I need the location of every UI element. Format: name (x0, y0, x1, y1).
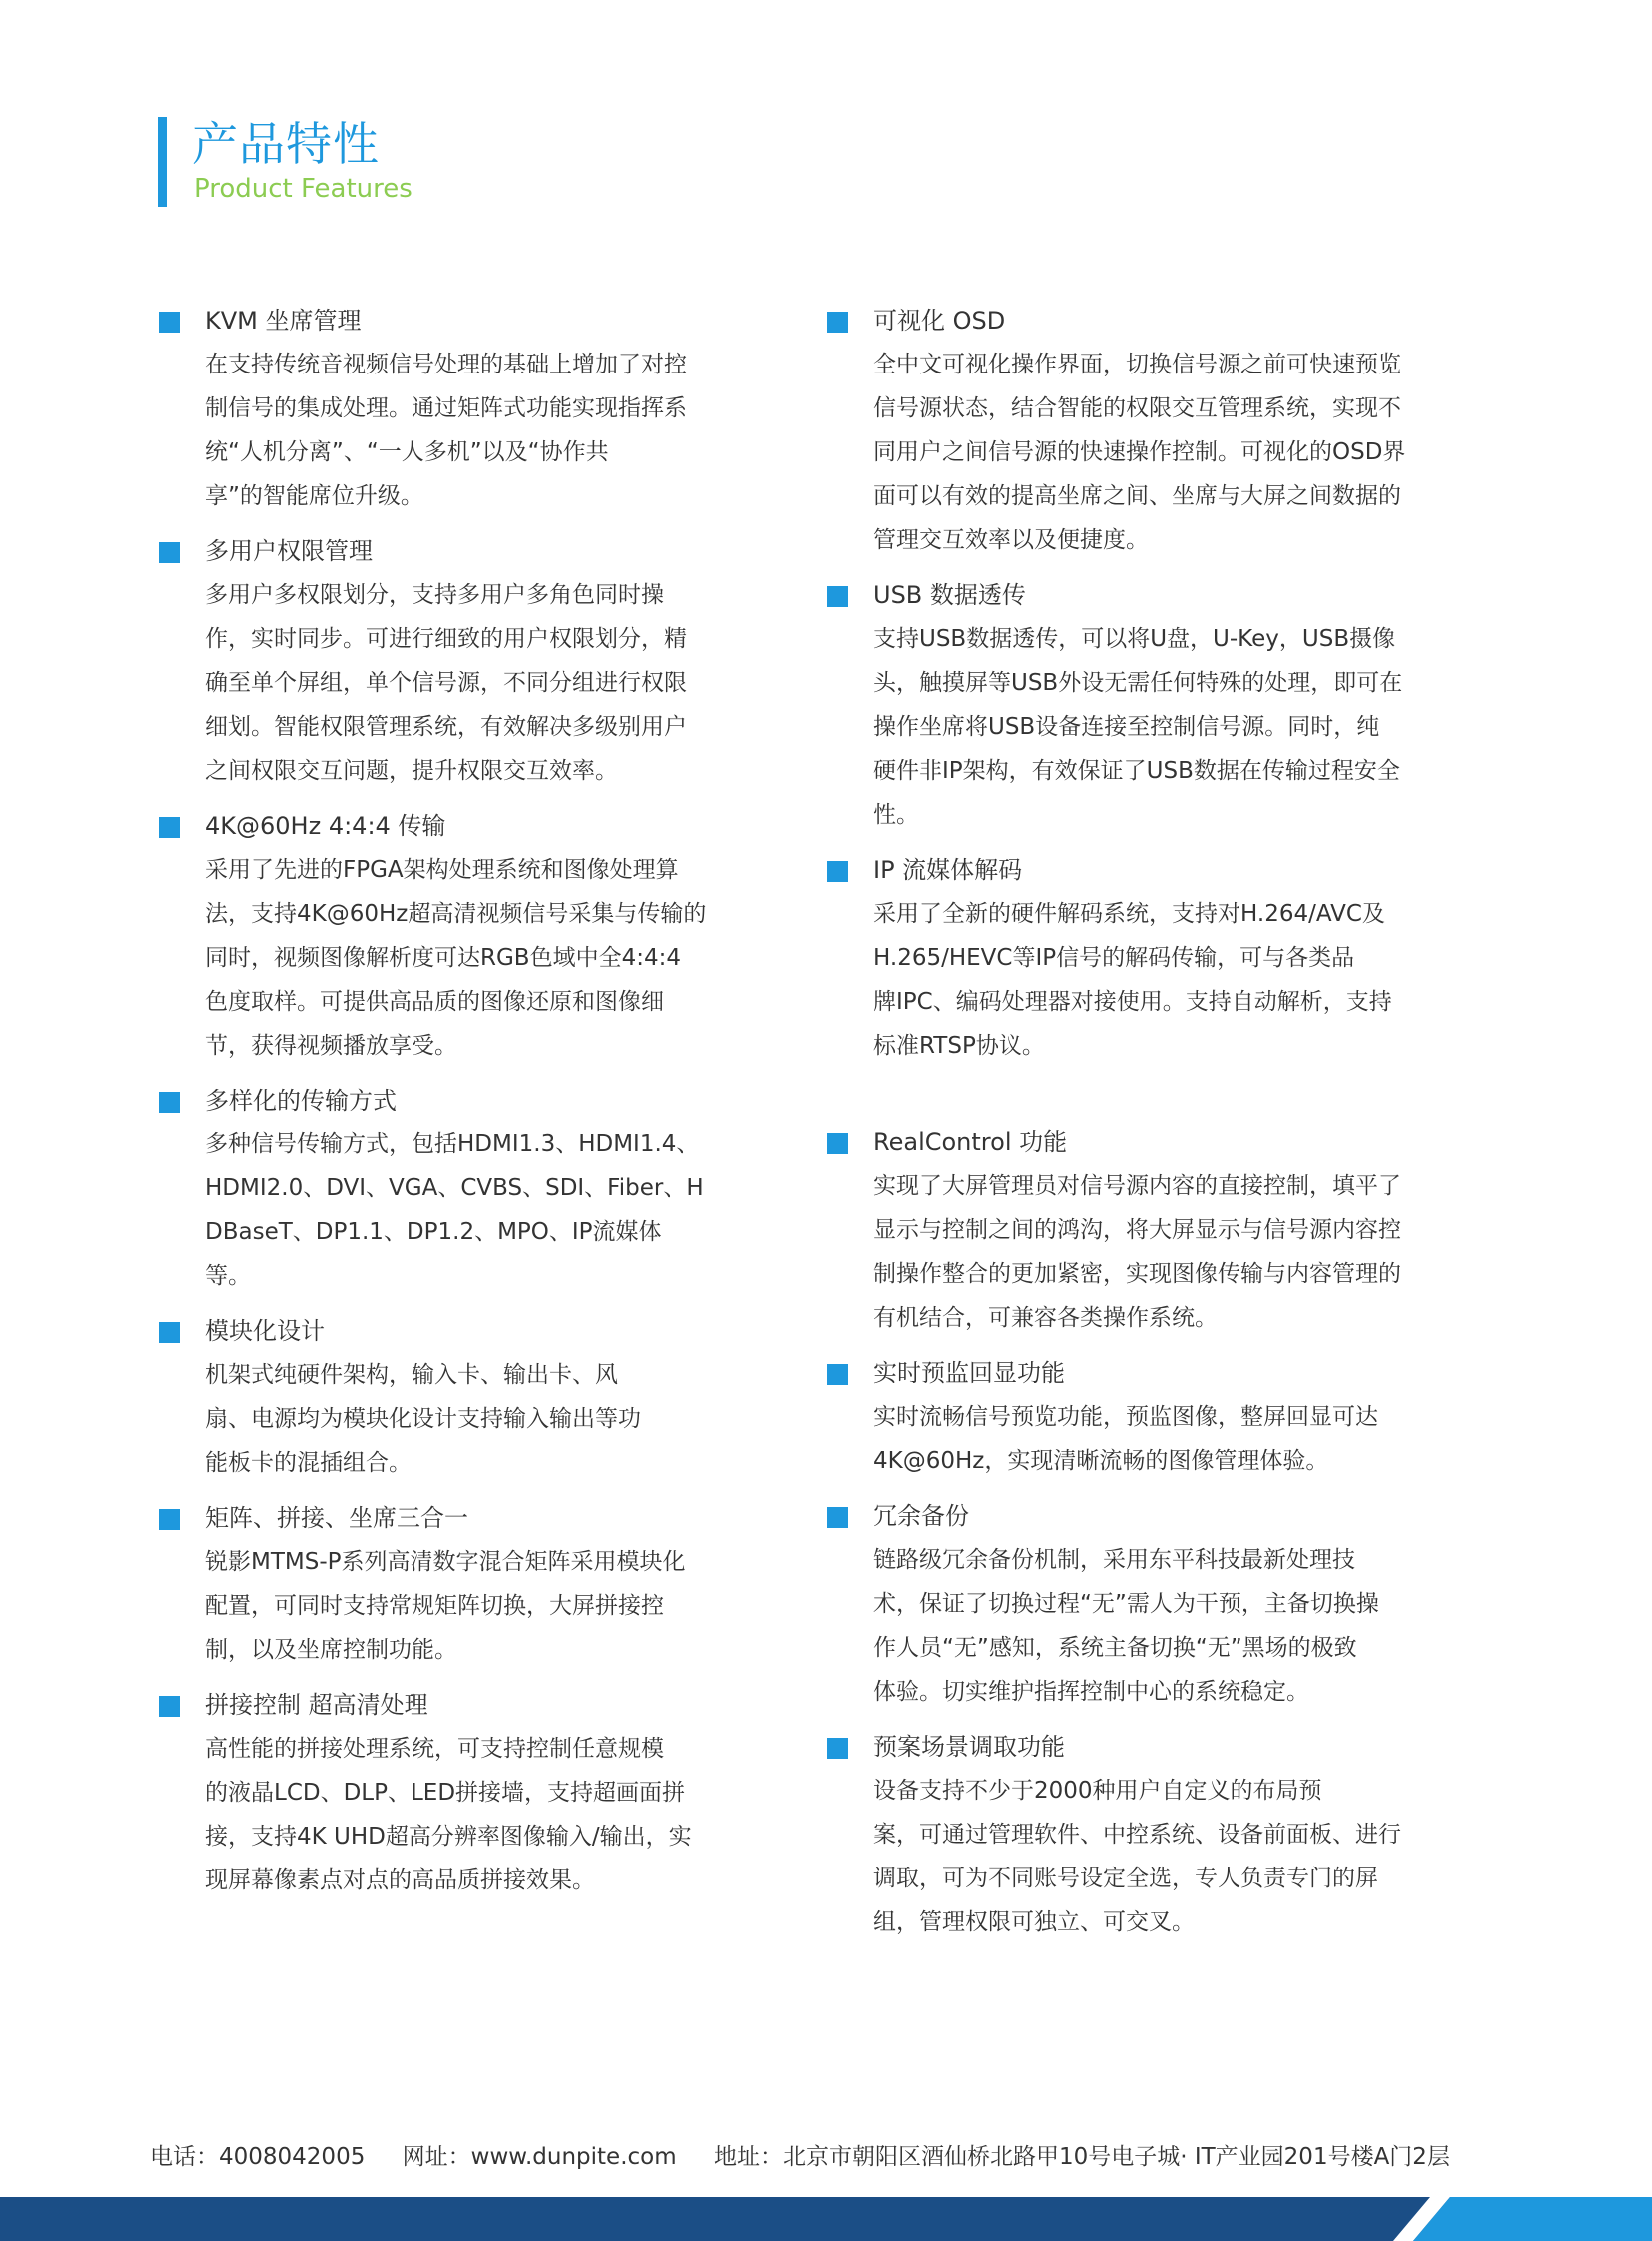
feature-heading (826, 576, 1493, 614)
feature-title: 可视化 OSD (873, 307, 1006, 335)
feature-heading (826, 1497, 1493, 1535)
feature-title: 矩阵、拼接、坐席三合一 (205, 1504, 468, 1532)
footer-phone: 电话：4008042005 (150, 2144, 366, 2170)
feature-description-line: 实时流畅信号预览功能，预监图像，整屏回显可达 (873, 1404, 1378, 1430)
feature-title: KVM 坐席管理 (205, 307, 362, 335)
feature-matrix-splice-seat (158, 1499, 769, 1672)
bullet-square-icon (827, 1507, 848, 1528)
feature-title: USB 数据透传 (873, 581, 1026, 609)
feature-description-line: 多种信号传输方式，包括HDMI1.3、HDMI1.4、 (205, 1131, 700, 1157)
feature-description (873, 892, 1493, 1068)
feature-description (205, 1540, 769, 1672)
feature-usb-passthrough (826, 576, 1493, 837)
feature-description-line: 确至单个屏组，单个信号源，不同分组进行权限 (205, 670, 687, 696)
feature-heading (158, 1686, 769, 1724)
feature-description-line: 有机结合，可兼容各类操作系统。 (873, 1305, 1218, 1331)
feature-description-line: 节，获得视频播放享受。 (205, 1033, 457, 1059)
feature-description-line: 等。 (205, 1263, 251, 1289)
feature-description (873, 343, 1493, 562)
feature-description-line: 同时，视频图像解析度可达RGB色域中全4:4:4 (205, 945, 681, 971)
feature-description-line: 设备支持不少于2000种用户自定义的布局预 (873, 1778, 1322, 1804)
feature-description-line: 采用了先进的FPGA架构处理系统和图像处理算 (205, 857, 679, 883)
feature-description-line: 实现了大屏管理员对信号源内容的直接控制，填平了 (873, 1173, 1401, 1199)
footer-website: 网址：www.dunpite.com (402, 2144, 677, 2170)
feature-description-line: H.265/HEVC等IP信号的解码传输，可与各类品 (873, 945, 1355, 971)
feature-heading (826, 302, 1493, 340)
feature-description-line: 细划。智能权限管理系统，有效解决多级别用户 (205, 714, 687, 740)
footer-band (0, 2197, 1652, 2241)
feature-description-line: 案，可通过管理软件、中控系统、设备前面板、进行 (873, 1822, 1401, 1848)
page-title: 产品特性 (192, 117, 380, 171)
feature-description-line: 统“人机分离”、“一人多机”以及“协作共 (205, 439, 609, 465)
feature-title: 4K@60Hz 4:4:4 传输 (205, 812, 446, 840)
feature-description-line: 机架式纯硬件架构，输入卡、输出卡、风 (205, 1362, 618, 1388)
feature-description (205, 1353, 769, 1485)
feature-description-line: 在支持传统音视频信号处理的基础上增加了对控 (205, 352, 687, 377)
feature-live-preview (826, 1354, 1493, 1483)
bullet-square-icon (159, 1696, 180, 1717)
feature-description-line: 牌IPC、编码处理器对接使用。支持自动解析，支持 (873, 989, 1392, 1015)
feature-description (873, 1769, 1493, 1944)
bullet-square-icon (159, 817, 180, 838)
feature-description-line: 接，支持4K UHD超高分辨率图像输入/输出，实 (205, 1824, 692, 1850)
feature-heading (826, 1354, 1493, 1392)
feature-description-line: 作人员“无”感知，系统主备切换“无”黑场的极致 (873, 1635, 1357, 1661)
feature-preset-scenes (826, 1728, 1493, 1944)
feature-multi-user-permissions (158, 532, 769, 793)
feature-title: 实时预监回显功能 (873, 1359, 1065, 1387)
feature-title: RealControl 功能 (873, 1128, 1068, 1156)
footer-contact (150, 2137, 1480, 2177)
feature-description-line: 锐影MTMS-P系列高清数字混合矩阵采用模块化 (205, 1549, 686, 1575)
bullet-square-icon (159, 1509, 180, 1530)
feature-description-line: 全中文可视化操作界面，切换信号源之前可快速预览 (873, 352, 1401, 377)
bullet-square-icon (827, 861, 848, 882)
feature-description-line: 制操作整合的更加紧密，实现图像传输与内容管理的 (873, 1261, 1401, 1287)
bullet-square-icon (827, 1364, 848, 1385)
feature-description-line: 采用了全新的硬件解码系统，支持对H.264/AVC及 (873, 901, 1385, 927)
footer-address: 地址：北京市朝阳区酒仙桥北路甲10号电子城· IT产业园201号楼A门2层 (713, 2144, 1450, 2170)
footer-stripe-graphic (0, 2197, 1652, 2241)
bullet-square-icon (827, 1133, 848, 1154)
feature-description-line: 组，管理权限可独立、可交叉。 (873, 1909, 1195, 1935)
feature-title: IP 流媒体解码 (873, 856, 1023, 884)
feature-description-line: 信号源状态，结合智能的权限交互管理系统，实现不 (873, 395, 1401, 421)
feature-description-line: HDMI2.0、DVI、VGA、CVBS、SDI、Fiber、H (205, 1175, 704, 1201)
title-accent-bar (158, 117, 167, 207)
feature-title: 冗余备份 (873, 1502, 969, 1530)
feature-description-line: 扇、电源均为模块化设计支持输入输出等功 (205, 1406, 641, 1432)
bullet-square-icon (827, 312, 848, 333)
footer-blue-stripe (1413, 2197, 1652, 2241)
bullet-square-icon (827, 1738, 848, 1759)
feature-description (205, 573, 769, 793)
feature-visual-osd (826, 302, 1493, 562)
feature-description-line: 能板卡的混插组合。 (205, 1450, 412, 1476)
feature-realcontrol (826, 1123, 1493, 1340)
feature-heading (826, 1728, 1493, 1766)
feature-splice-control (158, 1686, 769, 1902)
feature-title: 预案场景调取功能 (873, 1733, 1065, 1761)
feature-description-line: 高性能的拼接处理系统，可支持控制任意规模 (205, 1736, 664, 1762)
feature-description-line: 多用户多权限划分，支持多用户多角色同时操 (205, 582, 664, 608)
left-feature-column (158, 302, 769, 1902)
feature-description-line: DBaseT、DP1.1、DP1.2、MPO、IP流媒体 (205, 1219, 662, 1245)
feature-heading (826, 1123, 1493, 1161)
feature-description-line: 体验。切实维护指挥控制中心的系统稳定。 (873, 1679, 1309, 1705)
feature-description-line: 调取，可为不同账号设定全选，专人负责专门的屏 (873, 1866, 1378, 1891)
feature-description-line: 作，实时同步。可进行细致的用户权限划分，精 (205, 626, 687, 652)
feature-description-line: 术，保证了切换过程“无”需人为干预，主备切换操 (873, 1591, 1379, 1617)
feature-description-line: 配置，可同时支持常规矩阵切换，大屏拼接控 (205, 1593, 664, 1619)
bullet-square-icon (159, 1092, 180, 1113)
feature-description-line: 链路级冗余备份机制，采用东平科技最新处理技 (873, 1547, 1355, 1573)
feature-description-line: 管理交互效率以及便捷度。 (873, 527, 1149, 553)
bullet-square-icon (159, 312, 180, 333)
feature-description-line: 色度取样。可提供高品质的图像还原和图像细 (205, 989, 664, 1015)
feature-description-line: 4K@60Hz，实现清晰流畅的图像管理体验。 (873, 1448, 1329, 1474)
feature-title: 多样化的传输方式 (205, 1087, 397, 1115)
feature-description (873, 1395, 1493, 1483)
feature-heading (158, 1082, 769, 1120)
feature-heading (826, 851, 1493, 889)
feature-redundancy-backup (826, 1497, 1493, 1714)
feature-modular-design (158, 1312, 769, 1485)
bullet-square-icon (159, 542, 180, 563)
feature-kvm-seat-management (158, 302, 769, 518)
feature-heading (158, 1499, 769, 1537)
feature-description-line: 性。 (873, 802, 919, 828)
feature-description-line: 支持USB数据透传，可以将U盘，U-Key，USB摄像 (873, 626, 1396, 652)
feature-title: 拼接控制 超高清处理 (205, 1691, 428, 1719)
feature-heading (158, 302, 769, 340)
feature-description-line: 享”的智能席位升级。 (205, 483, 423, 509)
feature-description (205, 1122, 769, 1298)
feature-description-line: 硬件非IP架构，有效保证了USB数据在传输过程安全 (873, 758, 1400, 784)
feature-description-line: 制信号的集成处理。通过矩阵式功能实现指挥系 (205, 395, 687, 421)
feature-description (205, 848, 769, 1068)
feature-heading (158, 532, 769, 570)
bullet-square-icon (159, 1322, 180, 1343)
feature-description (873, 1164, 1493, 1340)
feature-title: 模块化设计 (205, 1317, 325, 1345)
page-subtitle: Product Features (194, 174, 413, 204)
right-feature-column (826, 302, 1493, 1944)
feature-4k60-transmission (158, 807, 769, 1068)
feature-description-line: 制，以及坐席控制功能。 (205, 1637, 457, 1663)
feature-heading (158, 807, 769, 845)
feature-description-line: 操作坐席将USB设备连接至控制信号源。同时，纯 (873, 714, 1380, 740)
feature-description (205, 1727, 769, 1902)
feature-description-line: 之间权限交互问题，提升权限交互效率。 (205, 758, 618, 784)
feature-description (873, 617, 1493, 837)
feature-transmission-methods (158, 1082, 769, 1298)
feature-description-line: 现屏幕像素点对点的高品质拼接效果。 (205, 1868, 595, 1893)
feature-ip-stream-decoding (826, 851, 1493, 1068)
feature-description-line: 面可以有效的提高坐席之间、坐席与大屏之间数据的 (873, 483, 1401, 509)
feature-description-line: 头，触摸屏等USB外设无需任何特殊的处理，即可在 (873, 670, 1403, 696)
feature-description-line: 显示与控制之间的鸿沟，将大屏显示与信号源内容控 (873, 1217, 1401, 1243)
feature-heading (158, 1312, 769, 1350)
feature-description-line: 标准RTSP协议。 (873, 1033, 1045, 1059)
bullet-square-icon (827, 586, 848, 607)
feature-title: 多用户权限管理 (205, 537, 373, 565)
feature-description-line: 同用户之间信号源的快速操作控制。可视化的OSD界 (873, 439, 1406, 465)
feature-description (873, 1538, 1493, 1714)
feature-description (205, 343, 769, 518)
feature-description-line: 的液晶LCD、DLP、LED拼接墙，支持超画面拼 (205, 1780, 686, 1806)
feature-description-line: 法，支持4K@60Hz超高清视频信号采集与传输的 (205, 901, 707, 927)
